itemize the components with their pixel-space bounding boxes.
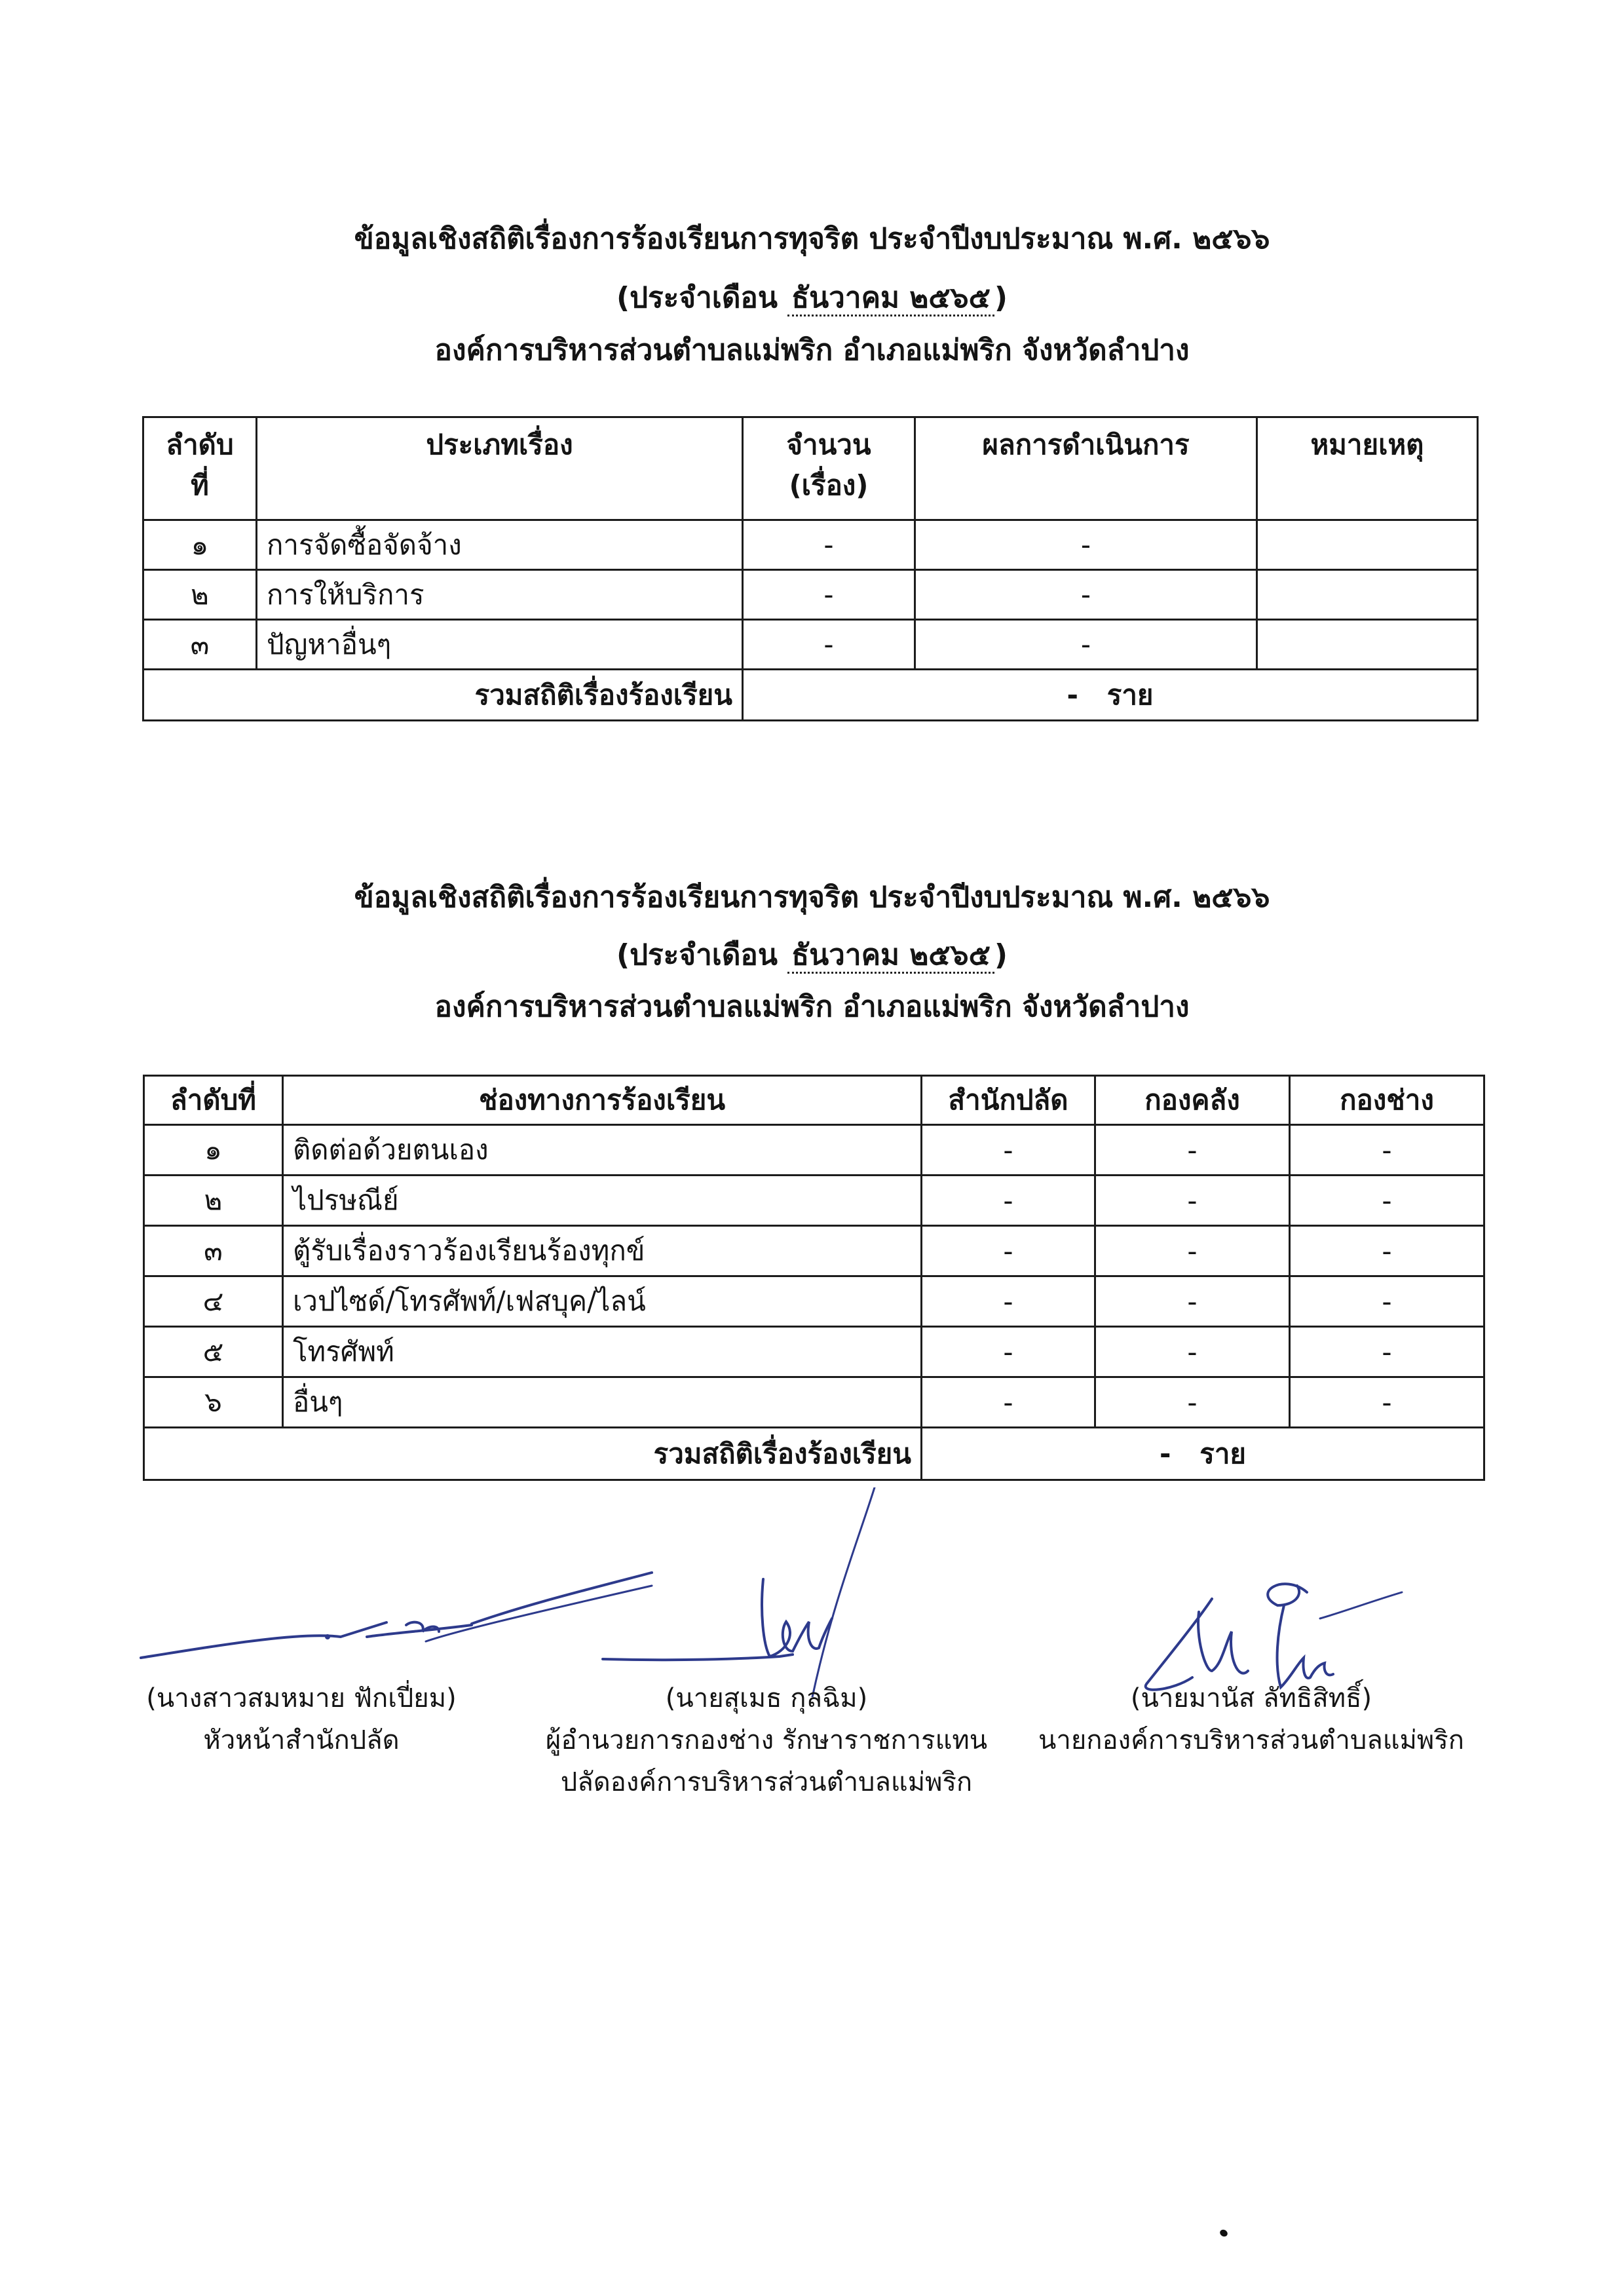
signer-3 [1022, 1677, 1481, 1761]
section1-title-line3 [0, 324, 1624, 377]
section1-month-prefix: (ประจำเดือน [616, 281, 778, 315]
header-type: ประเภทเรื่อง [257, 417, 743, 520]
row-dept-finance: - [1095, 1125, 1290, 1176]
row-dept-office: - [922, 1226, 1095, 1276]
row-channel: เวปไซด์/โทรศัพท์/เฟสบุค/ไลน์ [283, 1276, 922, 1327]
header-result: ผลการดำเนินการ [915, 417, 1257, 520]
header-channel: ช่องทางการร้องเรียน [283, 1076, 922, 1125]
table-header-row [143, 417, 1478, 520]
section2-title-line3 [0, 981, 1624, 1033]
table-row [144, 1276, 1484, 1327]
total-value: - ราย [743, 670, 1478, 721]
row-no: ๒ [144, 1176, 283, 1226]
row-no: ๑ [144, 1125, 283, 1176]
signer-2-position-line2: ปลัดองค์การบริหารส่วนตำบลแม่พริก [560, 1767, 973, 1797]
header-dept-finance: กองคลัง [1095, 1076, 1290, 1125]
total-label: รวมสถิติเรื่องร้องเรียน [144, 1428, 922, 1480]
table-header-row [144, 1076, 1484, 1125]
header-dept-office: สำนักปลัด [922, 1076, 1095, 1125]
table-row [144, 1226, 1484, 1276]
header-remark: หมายเหตุ [1257, 417, 1478, 520]
row-no: ๕ [144, 1327, 283, 1377]
row-dept-engineering: - [1290, 1125, 1484, 1176]
section2-title-line2 [0, 929, 1624, 982]
table-row [143, 520, 1478, 570]
row-dept-engineering: - [1290, 1377, 1484, 1428]
row-channel: อื่นๆ [283, 1377, 922, 1428]
section1-title-text: ข้อมูลเชิงสถิติเรื่องการร้องเรียนการทุจริต ประจำปีงบประมาณ พ.ศ. ๒๕๖๖ [354, 222, 1270, 256]
table-total-row [144, 1428, 1484, 1480]
header-no-line2: ที่ [191, 469, 209, 501]
section2-month-suffix: ) [994, 938, 1008, 972]
header-dept-engineering: กองช่าง [1290, 1076, 1484, 1125]
row-remark [1257, 570, 1478, 620]
section2-organization: องค์การบริหารส่วนตำบลแม่พริก อำเภอแม่พริก จังหวัดลำปาง [434, 990, 1190, 1024]
row-no: ๖ [144, 1377, 283, 1428]
row-count: - [743, 620, 915, 670]
row-type: การให้บริการ [257, 570, 743, 620]
row-result: - [915, 620, 1257, 670]
row-dept-finance: - [1095, 1276, 1290, 1327]
header-count-line1: จำนวน [786, 429, 871, 461]
row-no: ๓ [144, 1226, 283, 1276]
row-type: การจัดซื้อจัดจ้าง [257, 520, 743, 570]
signer-1-position: หัวหน้าสำนักปลัด [203, 1725, 400, 1755]
section2-month-prefix: (ประจำเดือน [616, 938, 778, 972]
row-count: - [743, 520, 915, 570]
section1-title-line2 [0, 272, 1624, 324]
section2-month-value: ธันวาคม ๒๕๖๕ [787, 938, 994, 974]
section1-organization: องค์การบริหารส่วนตำบลแม่พริก อำเภอแม่พริก จังหวัดลำปาง [434, 334, 1190, 367]
header-count [743, 417, 915, 520]
row-no: ๓ [143, 620, 257, 670]
table-row [143, 620, 1478, 670]
row-channel: ไปรษณีย์ [283, 1176, 922, 1226]
row-dept-engineering: - [1290, 1176, 1484, 1226]
table-row [144, 1176, 1484, 1226]
row-count: - [743, 570, 915, 620]
row-remark [1257, 620, 1478, 670]
signer-2-name: (นายสุเมธ กุลฉิม) [665, 1683, 868, 1713]
header-no-line1: ลำดับ [166, 429, 234, 461]
row-dept-finance: - [1095, 1226, 1290, 1276]
row-dept-office: - [922, 1125, 1095, 1176]
total-value: - ราย [922, 1428, 1484, 1480]
row-dept-finance: - [1095, 1377, 1290, 1428]
signer-3-name: (นายมานัส ลัทธิสิทธิ์) [1130, 1683, 1372, 1713]
section1-month-value: ธันวาคม ๒๕๖๕ [787, 281, 994, 316]
header-count-line2: (เรื่อง) [789, 469, 869, 501]
section1-month-suffix: ) [994, 281, 1008, 315]
row-no: ๑ [143, 520, 257, 570]
row-dept-office: - [922, 1276, 1095, 1327]
scan-speck [1218, 2229, 1228, 2238]
section1-title-line1 [0, 213, 1624, 265]
row-dept-finance: - [1095, 1176, 1290, 1226]
row-no: ๔ [144, 1276, 283, 1327]
row-result: - [915, 520, 1257, 570]
row-dept-engineering: - [1290, 1276, 1484, 1327]
header-no: ลำดับที่ [144, 1076, 283, 1125]
total-label: รวมสถิติเรื่องร้องเรียน [143, 670, 743, 721]
row-dept-office: - [922, 1327, 1095, 1377]
row-channel: ติดต่อด้วยตนเอง [283, 1125, 922, 1176]
row-dept-engineering: - [1290, 1226, 1484, 1276]
row-result: - [915, 570, 1257, 620]
table-row [143, 570, 1478, 620]
row-dept-finance: - [1095, 1327, 1290, 1377]
signer-1 [118, 1677, 485, 1761]
signature-2 [596, 1487, 897, 1697]
row-channel: ตู้รับเรื่องราวร้องเรียนร้องทุกข์ [283, 1226, 922, 1276]
row-dept-office: - [922, 1176, 1095, 1226]
row-no: ๒ [143, 570, 257, 620]
header-no [143, 417, 257, 520]
signer-2 [518, 1677, 1015, 1803]
complaint-channel-table [143, 1075, 1485, 1481]
row-channel: โทรศัพท์ [283, 1327, 922, 1377]
signer-2-position-line1: ผู้อำนวยการกองช่าง รักษาราชการแทน [545, 1725, 988, 1755]
table-row [144, 1327, 1484, 1377]
table-row [144, 1377, 1484, 1428]
row-type: ปัญหาอื่นๆ [257, 620, 743, 670]
row-remark [1257, 520, 1478, 570]
row-dept-office: - [922, 1377, 1095, 1428]
table-total-row [143, 670, 1478, 721]
complaint-type-table [142, 416, 1479, 721]
section2-title-text: ข้อมูลเชิงสถิติเรื่องการร้องเรียนการทุจริต ประจำปีงบประมาณ พ.ศ. ๒๕๖๖ [354, 881, 1270, 914]
table-row [144, 1125, 1484, 1176]
section2-title-line1 [0, 871, 1624, 924]
signer-3-position: นายกองค์การบริหารส่วนตำบลแม่พริก [1038, 1725, 1464, 1755]
signer-1-name: (นางสาวสมหมาย ฟักเปี่ยม) [146, 1683, 457, 1713]
row-dept-engineering: - [1290, 1327, 1484, 1377]
